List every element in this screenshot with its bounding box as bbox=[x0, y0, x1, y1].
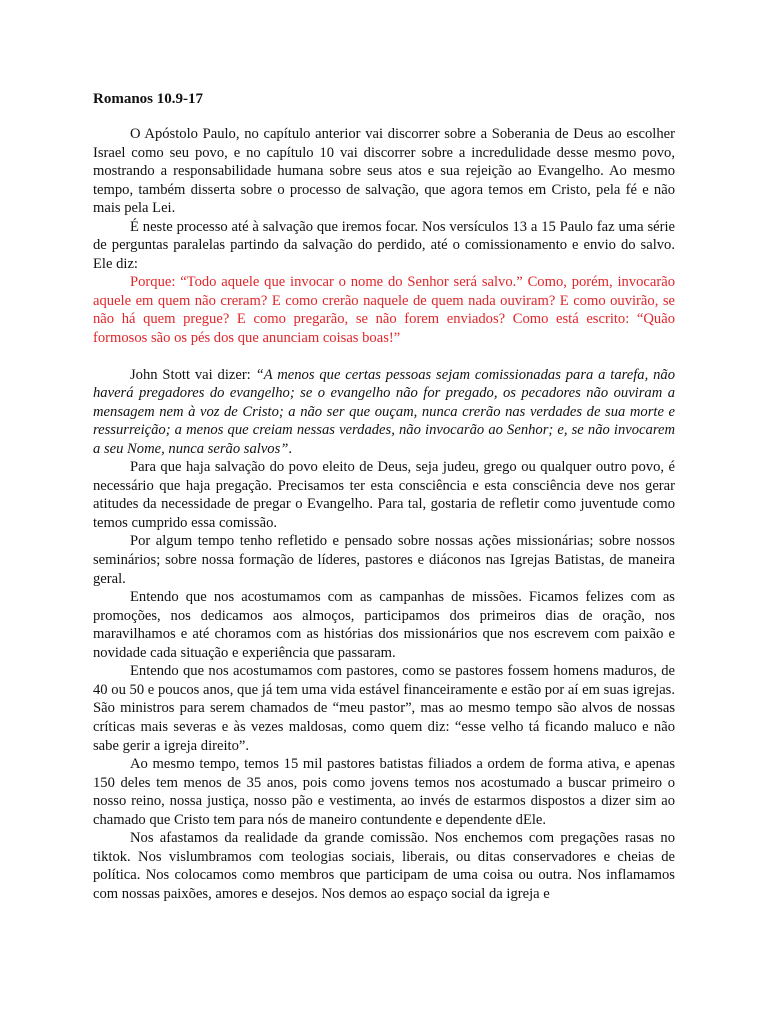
paragraph-commission: Nos afastamos da realidade da grande comissão. Nos enchemos com pregações rasas no tiktok. Nos vislumbramos com teologias sociais, liberais, ou ditas conservadores e cheias de política. Nos colocamos como membros que participam de uma coisa ou outra. Nos inflamamos com nossas paixões, amores e desejos. Nos demos ao espaço social da igreja e bbox=[93, 830, 675, 902]
paragraph-campaigns: Entendo que nos acostumamos com as campanhas de missões. Ficamos felizes com as promoções, nos dedicamos aos almoços, participamos dos primeiros dias de oração, nos maravilhamos e até choramos com as histórias dos missionários que nos escrevem com paixão e novidade cada situação e experiência que passaram. bbox=[93, 589, 675, 661]
paragraph-stott bbox=[93, 366, 675, 459]
document-title: Romanos 10.9-17 bbox=[93, 91, 204, 107]
paragraph-reflection: Por algum tempo tenho refletido e pensado sobre nossas ações missionárias; sobre nossos seminários; sobre nossa formação de líderes, pastores e diáconos nas Igrejas Batistas, de maneira geral. bbox=[93, 533, 675, 587]
paragraph-salvation: Para que haja salvação do povo eleito de Deus, seja judeu, grego ou qualquer outro povo, é necessário que haja pregação. Precisamos ter esta consciência e esta consciência deve nos gerar atitudes da necessidade de pregar o Evangelho. Para tal, gostaria de refletir como juventude como temos cumprido essa comissão. bbox=[93, 459, 675, 531]
paragraph-statistics: Ao mesmo tempo, temos 15 mil pastores batistas filiados a ordem de forma ativa, e apenas 150 deles tem menos de 35 anos, pois como jovens temos nos acostumado a buscar primeiro o nosso reino, nossa justiça, nosso pão e vestimenta, ao invés de estarmos dispostos a dizer sim ao chamado que Cristo tem para nós de maneiro contundente e dependente dEle. bbox=[93, 756, 675, 828]
paragraph-intro: O Apóstolo Paulo, no capítulo anterior vai discorrer sobre a Soberania de Deus ao escolher Israel como seu povo, e no capítulo 10 vai discorrer sobre a incredulidade desse mesmo povo, mostrando a responsabilidade humana sobre seus atos e sua rejeição ao Evangelho. Ao mesmo tempo, também disserta sobre o processo de salvação, que agora temos em Cristo, pela fé e não mais pela Lei. bbox=[93, 126, 675, 217]
bible-quote: Porque: “Todo aquele que invocar o nome do Senhor será salvo.” Como, porém, invocarão aquele em quem não creram? E como crerão naquele de quem nada ouviram? E como ouvirão, se não há quem pregue? E como pregarão, se não forem enviados? Como está escrito: “Quão formosos são os pés dos que anunciam coisas boas!” bbox=[93, 274, 675, 347]
paragraph-gap bbox=[93, 348, 675, 366]
paragraph-process: É neste processo até à salvação que iremos focar. Nos versículos 13 a 15 Paulo faz uma série de perguntas paralelas partindo da salvação do perdido, até o comissionamento e envio do salvo. Ele diz: bbox=[93, 218, 675, 272]
paragraph-pastors: Entendo que nos acostumamos com pastores, como se pastores fossem homens maduros, de 40 ou 50 e poucos anos, que já tem uma vida estável financeiramente e estão por aí em suas igrejas. São ministros para serem chamados de “meu pastor”, mas ao mesmo tempo são alvos de nossas críticas mais severas e às vezes maldosas, como quem diz: “esse velho tá ficando maluco e não sabe gerir a igreja direito”. bbox=[93, 663, 675, 754]
document-body bbox=[93, 125, 675, 903]
stott-lead: John Stott vai dizer: bbox=[130, 366, 256, 383]
stott-end: . bbox=[288, 440, 293, 457]
stott-quote: “A menos que certas pessoas sejam comissionadas para a tarefa, não haverá pregadores do evangelho; se o evangelho não for pregado, os pecadores não ouviram a mensagem nem à voz de Cristo; a não ser que ouçam, nunca crerão nas verdades de sua morte e ressurreição; a menos que creiam nessas verdades, não invocarão ao Senhor; e, se não invocarem a seu Nome, nunca serão salvos” bbox=[93, 366, 675, 457]
